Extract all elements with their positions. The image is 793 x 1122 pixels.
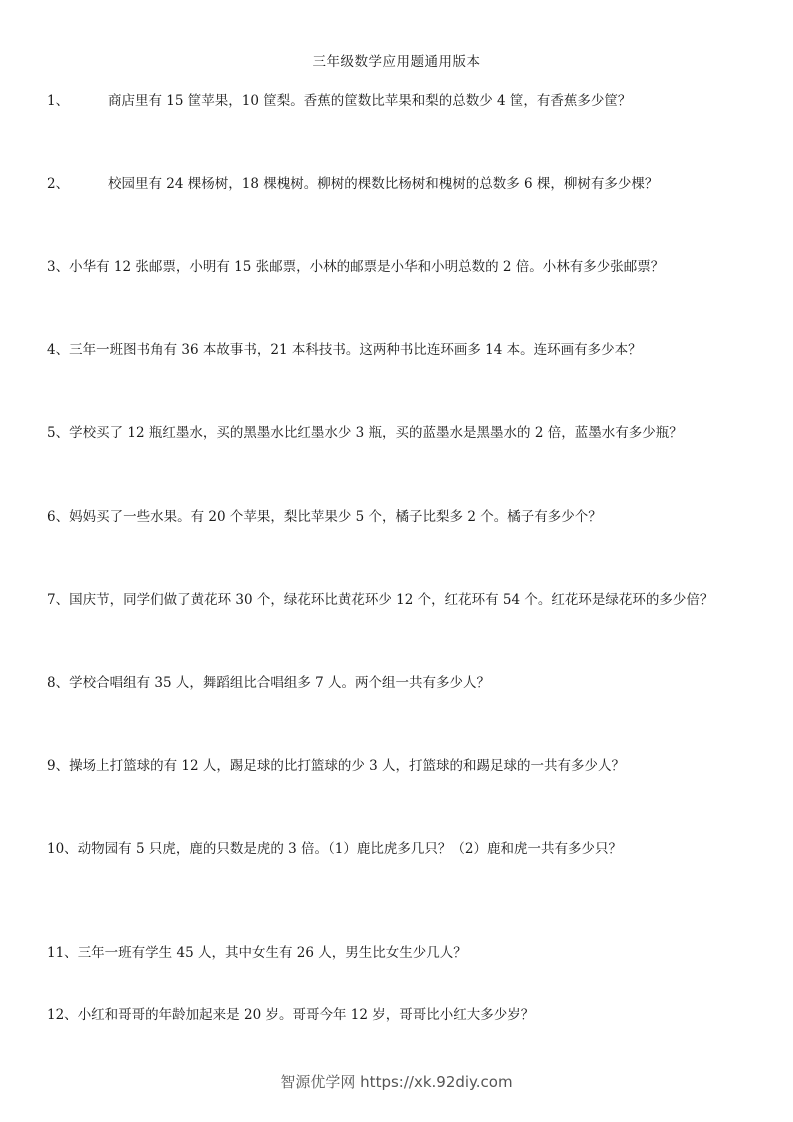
question-number: 9、 [47,758,70,774]
question-10 [47,840,622,858]
question-text: 学校买了 12 瓶红墨水，买的黑墨水比红墨水少 3 瓶，买的蓝墨水是黑墨水的 2 倍，蓝墨水有多少瓶？ [69,425,683,441]
question-4 [47,341,642,359]
question-text: 学校合唱组有 35 人，舞蹈组比合唱组多 7 人。两个组一共有多少人？ [69,675,491,691]
question-number: 2、 [47,176,70,192]
question-text: 三年一班图书角有 36 本故事书，21 本科技书。这两种书比连环画多 14 本。连环画有多少本？ [69,342,642,358]
question-number: 1、 [47,93,70,109]
question-number: 5、 [47,425,70,441]
question-number: 3、 [47,259,70,275]
question-text: 操场上打篮球的有 12 人，踢足球的比打篮球的少 3 人，打篮球的和踢足球的一共有多少人？ [69,758,626,774]
question-2 [47,175,658,193]
question-number: 4、 [47,342,70,358]
question-number: 6、 [47,509,70,525]
question-text: 动物园有 5 只虎，鹿的只数是虎的 3 倍。（1）鹿比虎多几只？（2）鹿和虎一共有多少只？ [77,841,622,857]
question-5 [47,424,683,442]
watermark-footer: 智源优学网 https://xk.92diy.com [280,1073,513,1091]
question-text: 三年一班有学生 45 人，其中女生有 26 人，男生比女生少几人？ [77,945,467,961]
question-9 [47,757,625,775]
question-6 [47,508,602,526]
question-text: 校园里有 24 棵杨树，18 棵槐树。柳树的棵数比杨树和槐树的总数多 6 棵，柳树有多少棵？ [108,176,659,192]
question-text: 小红和哥哥的年龄加起来是 20 岁。哥哥今年 12 岁，哥哥比小红大多少岁？ [77,1007,535,1023]
question-number: 12、 [47,1007,78,1023]
question-number: 11、 [47,945,78,961]
question-7 [47,591,713,609]
question-text: 商店里有 15 筐苹果，10 筐梨。香蕉的筐数比苹果和梨的总数少 4 筐，有香蕉多少筐？ [108,93,632,109]
question-text: 小华有 12 张邮票，小明有 15 张邮票，小林的邮票是小华和小明总数的 2 倍。小林有多少张邮票？ [69,259,665,275]
question-12 [47,1006,534,1024]
document-title: 三年级数学应用题通用版本 [312,54,481,70]
question-1 [47,92,631,110]
question-8 [47,674,490,692]
question-3 [47,258,664,276]
question-number: 10、 [47,841,78,857]
question-number: 8、 [47,675,70,691]
question-text: 妈妈买了一些水果。有 20 个苹果，梨比苹果少 5 个，橘子比梨多 2 个。橘子有多少个？ [69,509,602,525]
question-text: 国庆节，同学们做了黄花环 30 个，绿花环比黄花环少 12 个，红花环有 54 个。红花环是绿花环的多少倍？ [69,592,714,608]
question-11 [47,944,467,962]
question-number: 7、 [47,592,70,608]
